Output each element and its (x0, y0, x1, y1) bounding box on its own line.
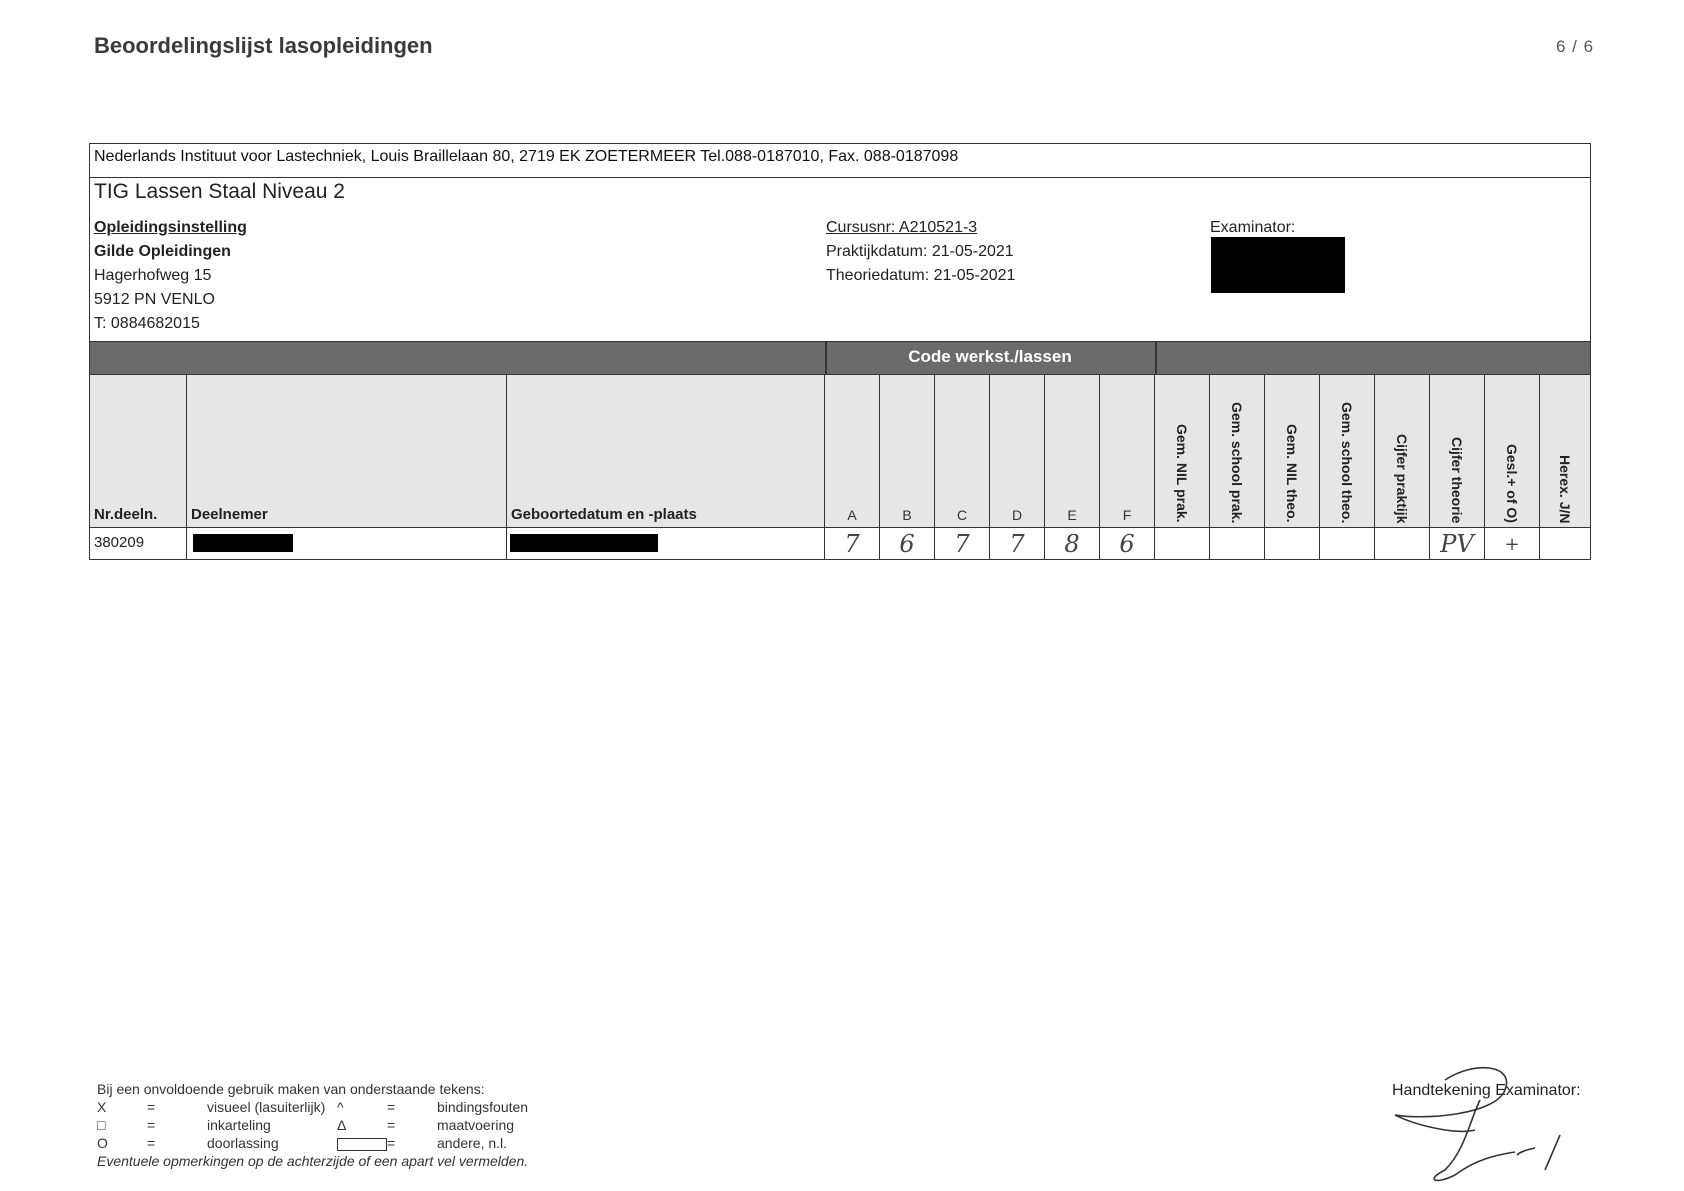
legend-symbol: O (97, 1135, 108, 1151)
header-nr (90, 375, 187, 527)
header-geslaagd (1485, 375, 1540, 527)
handwritten-score: 7 (954, 530, 970, 558)
course-title: TIG Lassen Staal Niveau 2 (94, 180, 345, 203)
practical-date: Praktijkdatum: 21-05-2021 (826, 243, 1014, 260)
cell-gem-school-prak (1210, 528, 1265, 560)
theory-date: Theoriedatum: 21-05-2021 (826, 267, 1016, 284)
header-code-a (825, 375, 880, 527)
header-code-c (935, 375, 990, 527)
handwritten-value: PV (1440, 530, 1474, 558)
institution-heading: Opleidingsinstelling (94, 219, 247, 236)
cell-score-c (935, 528, 990, 560)
header-vertical-label: Cijfer praktijk (1394, 433, 1410, 523)
institute-line: Nederlands Instituut voor Lastechniek, Louis Braillelaan 80, 2719 EK ZOETERMEER Tel.088-0187010, Fax. 088-0187098 (90, 144, 1590, 178)
cell-gem-school-theo (1320, 528, 1375, 560)
header-participant (187, 375, 507, 527)
header-vertical-label: Cijfer theorie (1449, 436, 1465, 523)
header-code-d (990, 375, 1045, 527)
cell-score-e (1045, 528, 1100, 560)
header-participant-label: Deelnemer (191, 506, 268, 523)
header-letter: D (1011, 507, 1023, 523)
institution-city: 5912 PN VENLO (94, 291, 215, 308)
header-letter: F (1122, 507, 1132, 523)
signature-label: Handtekening Examinator: (1392, 1082, 1581, 1099)
examiner-redaction (1211, 237, 1345, 293)
header-herexamen (1540, 375, 1590, 527)
handwritten-score: 7 (1009, 530, 1025, 558)
handwritten-score: 6 (1119, 530, 1135, 558)
legend-text: doorlassing (207, 1135, 279, 1151)
legend-equals: = (387, 1117, 396, 1133)
legend-box-symbol (337, 1134, 387, 1152)
table-header-band (90, 341, 1590, 375)
cell-score-b (880, 528, 935, 560)
legend-equals: = (387, 1135, 396, 1151)
legend-row (97, 1098, 528, 1116)
legend-symbol: Δ (337, 1117, 347, 1133)
examiner-label: Examinator: (1210, 219, 1296, 236)
legend-note: Eventuele opmerkingen op de achterzijde of een apart vel vermelden. (97, 1153, 529, 1169)
code-band-label: Code werkst./lassen (908, 347, 1072, 366)
cell-score-a (825, 528, 880, 560)
header-vertical-label: Gem. NIL prak. (1174, 424, 1190, 523)
institution-block (94, 216, 247, 336)
header-letter: E (1067, 507, 1077, 523)
legend-symbol: □ (97, 1117, 106, 1133)
cell-herexamen (1540, 528, 1590, 560)
legend-equals: = (147, 1135, 156, 1151)
legend-text: maatvoering (437, 1117, 515, 1133)
signature-icon (1385, 1060, 1585, 1190)
participant-redaction (193, 534, 293, 552)
legend-symbol: ^ (337, 1099, 344, 1115)
header-letter: A (847, 507, 857, 523)
header-gem-school-theo (1320, 375, 1375, 527)
legend-row (97, 1134, 528, 1152)
header-gem-school-prak (1210, 375, 1265, 527)
header-cijfer-praktijk (1375, 375, 1430, 527)
cell-nr (90, 528, 187, 560)
table-row (90, 528, 1590, 560)
legend-intro: Bij een onvoldoende gebruik maken van onderstaande tekens: (97, 1081, 485, 1097)
cell-score-f (1100, 528, 1155, 560)
course-number: Cursusnr: A210521-3 (826, 219, 978, 236)
band-divider (1155, 342, 1157, 374)
cell-gem-nil-prak (1155, 528, 1210, 560)
header-gem-nil-prak (1155, 375, 1210, 527)
legend-text: inkarteling (207, 1117, 271, 1133)
legend-text: visueel (lasuiterlijk) (207, 1099, 326, 1115)
course-info-block (826, 216, 1015, 288)
cell-gem-nil-theo (1265, 528, 1320, 560)
header-vertical-label: Gem. school theo. (1339, 401, 1355, 523)
page-number: 6 / 6 (1556, 37, 1595, 56)
header-vertical-label: Gem. NIL theo. (1284, 424, 1300, 523)
cell-participant (187, 528, 507, 560)
header-nr-label: Nr.deeln. (94, 506, 158, 523)
header-vertical-label: Gem. school prak. (1229, 401, 1245, 523)
cell-geslaagd (1485, 528, 1540, 560)
header-code-b (880, 375, 935, 527)
cell-birth (507, 528, 825, 560)
header-vertical-label: Gesl.+ of O) (1504, 444, 1520, 523)
header-letter: B (902, 507, 912, 523)
header-code-f (1100, 375, 1155, 527)
assessment-form (89, 143, 1591, 560)
birth-redaction (510, 534, 658, 552)
header-birth-label: Geboortedatum en -plaats (511, 506, 697, 523)
legend-text: bindingsfouten (437, 1099, 529, 1115)
cell-score-d (990, 528, 1045, 560)
legend (97, 1080, 528, 1170)
legend-text: andere, n.l. (437, 1135, 508, 1151)
header-letter: C (956, 507, 968, 523)
header-code-e (1045, 375, 1100, 527)
legend-symbol: X (97, 1099, 107, 1115)
handwritten-score: 7 (844, 530, 860, 558)
header-cijfer-theorie (1430, 375, 1485, 527)
cell-cijfer-praktijk (1375, 528, 1430, 560)
institution-name: Gilde Opleidingen (94, 243, 231, 260)
legend-equals: = (387, 1099, 396, 1115)
cell-cijfer-theorie (1430, 528, 1485, 560)
legend-equals: = (147, 1117, 156, 1133)
header-birth (507, 375, 825, 527)
institution-phone: T: 0884682015 (94, 315, 200, 332)
handwritten-score: 6 (899, 530, 915, 558)
table-header-row (90, 375, 1590, 528)
header-vertical-label: Herex. J/N (1557, 454, 1573, 523)
handwritten-value: + (1504, 534, 1520, 555)
participant-number: 380209 (94, 534, 145, 551)
handwritten-score: 8 (1064, 530, 1080, 558)
legend-row (97, 1116, 528, 1134)
legend-equals: = (147, 1099, 156, 1115)
institution-street: Hagerhofweg 15 (94, 267, 212, 284)
document-title: Beoordelingslijst lasopleidingen (94, 33, 433, 58)
header-gem-nil-theo (1265, 375, 1320, 527)
